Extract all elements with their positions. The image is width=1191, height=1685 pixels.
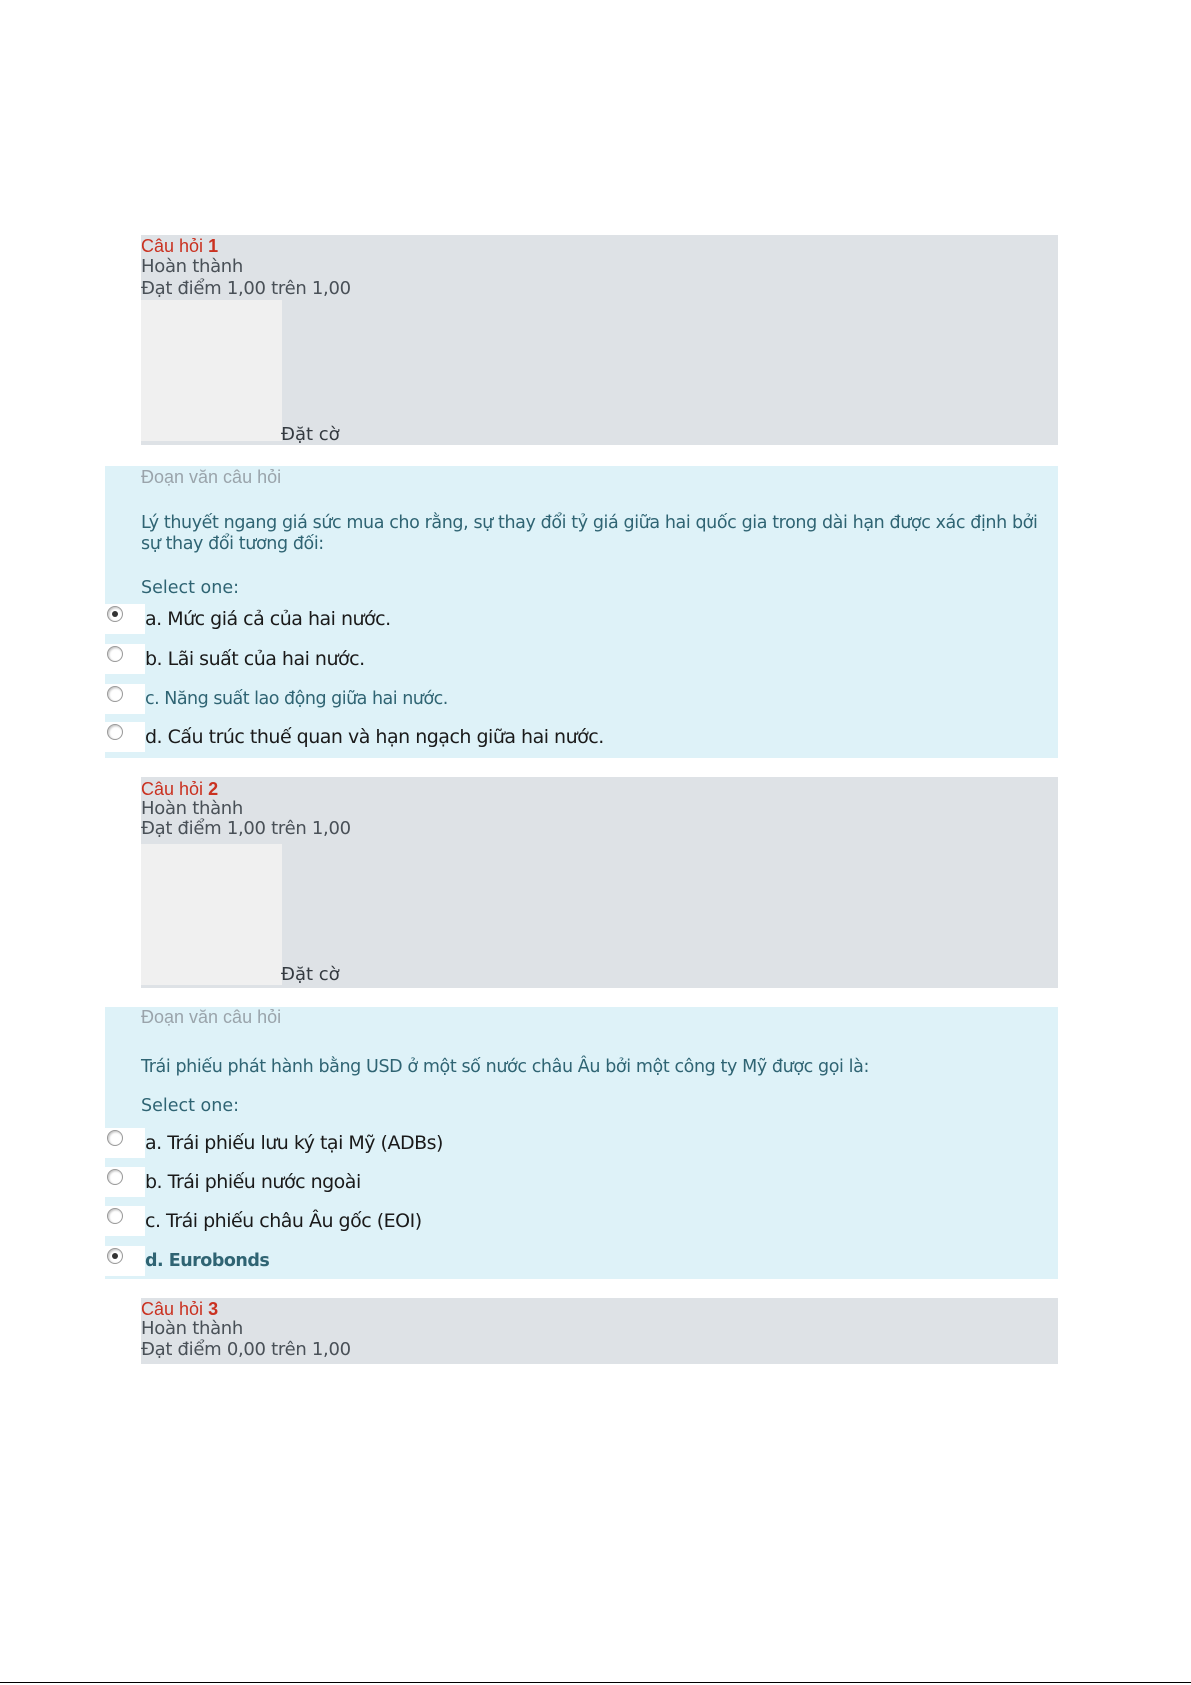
question-1-title	[141, 236, 218, 256]
answer-label[interactable]: c. Trái phiếu châu Âu gốc (EOI)	[145, 1210, 422, 1232]
question-3-info	[141, 1298, 1058, 1364]
question-label: Câu hỏi	[141, 236, 204, 256]
question-1-info	[141, 235, 1058, 445]
question-2-flag-button[interactable]: Đặt cờ	[281, 964, 340, 985]
question-1-content	[105, 466, 1058, 758]
question-3-title	[141, 1299, 218, 1319]
question-2-flag-box	[141, 844, 282, 985]
radio-button[interactable]	[107, 1208, 123, 1224]
radio-button[interactable]	[107, 686, 123, 702]
question-1-state: Hoàn thành	[141, 256, 244, 277]
radio-button[interactable]	[107, 646, 123, 662]
question-1-flag-box	[141, 300, 282, 441]
answer-label[interactable]: b. Lãi suất của hai nước.	[145, 648, 365, 670]
question-label: Câu hỏi	[141, 1299, 204, 1319]
radio-button[interactable]	[107, 724, 123, 740]
question-1-text-header: Đoạn văn câu hỏi	[141, 467, 282, 487]
question-1-prompt: Select one:	[141, 578, 240, 598]
question-label: Câu hỏi	[141, 779, 204, 799]
question-number: 3	[208, 1299, 219, 1319]
question-2-grade: Đạt điểm 1,00 trên 1,00	[141, 818, 351, 839]
answer-label[interactable]: c. Năng suất lao động giữa hai nước.	[145, 689, 448, 709]
answer-label[interactable]: d. Eurobonds	[145, 1251, 270, 1271]
radio-button[interactable]	[107, 1248, 123, 1264]
question-2-state: Hoàn thành	[141, 798, 244, 819]
question-3-state: Hoàn thành	[141, 1318, 244, 1339]
question-number: 1	[208, 236, 219, 256]
question-2-content	[105, 1007, 1058, 1279]
answer-label[interactable]: a. Trái phiếu lưu ký tại Mỹ (ADBs)	[145, 1132, 443, 1154]
question-1-grade: Đạt điểm 1,00 trên 1,00	[141, 278, 351, 299]
answer-label[interactable]: d. Cấu trúc thuế quan và hạn ngạch giữa hai nước.	[145, 726, 604, 748]
question-3-grade: Đạt điểm 0,00 trên 1,00	[141, 1339, 351, 1360]
question-1-flag-button[interactable]: Đặt cờ	[281, 424, 340, 445]
question-2-info	[141, 777, 1058, 988]
page-bottom-line	[0, 1682, 1191, 1683]
question-2-text-header: Đoạn văn câu hỏi	[141, 1007, 282, 1027]
radio-button[interactable]	[107, 606, 123, 622]
question-number: 2	[208, 779, 219, 799]
radio-button[interactable]	[107, 1169, 123, 1185]
answer-label[interactable]: b. Trái phiếu nước ngoài	[145, 1171, 361, 1193]
question-2-text: Trái phiếu phát hành bằng USD ở một số nước châu Âu bởi một công ty Mỹ được gọi là:	[141, 1057, 869, 1077]
answer-label[interactable]: a. Mức giá cả của hai nước.	[145, 608, 391, 630]
question-1-text: Lý thuyết ngang giá sức mua cho rằng, sự thay đổi tỷ giá giữa hai quốc gia trong dài hạn được xác định bởi sự thay đổi tương đối:	[141, 513, 1038, 554]
question-2-title	[141, 779, 218, 799]
question-2-prompt: Select one:	[141, 1096, 240, 1116]
radio-button[interactable]	[107, 1130, 123, 1146]
